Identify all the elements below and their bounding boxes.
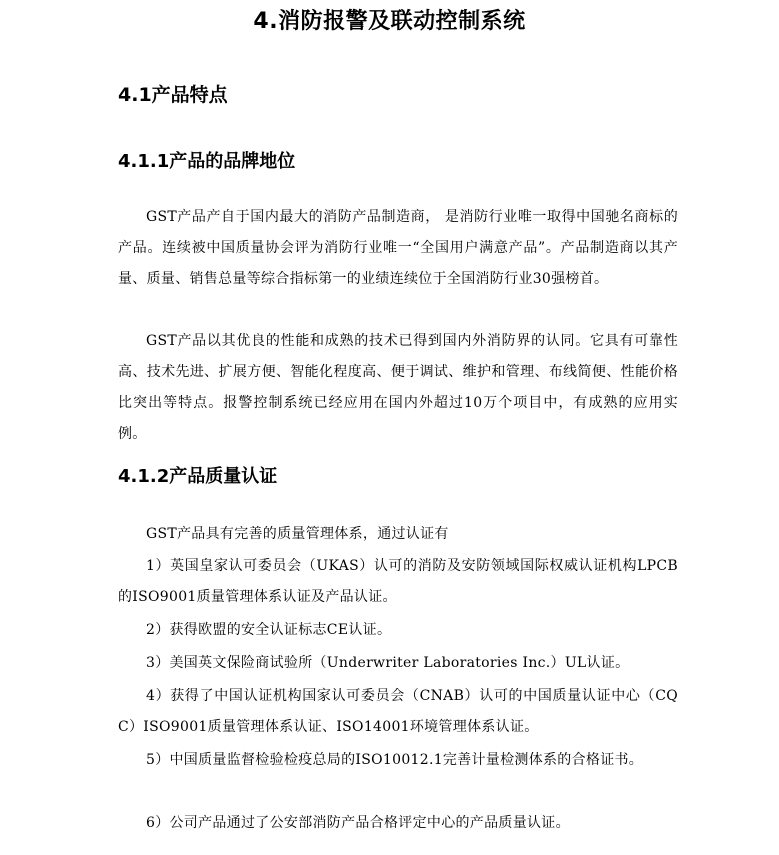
list-item-cert-6: 6）公司产品通过了公安部消防产品合格评定中心的产品质量认证。 xyxy=(146,815,570,831)
list-item-cert-3: 3）美国英文保险商试验所（Underwriter Laboratories Inc.）UL认证。 xyxy=(146,655,630,671)
paragraph-brand-1: GST产品产自于国内最大的消防产品制造商， 是消防行业唯一取得中国驰名商标的产品。连续被中国质量协会评为消防行业唯一“全国用户满意产品”。产品制造商以其产量、质量、销售总量等综合指标第一的业绩连续位于全国消防行业30强榜首。 xyxy=(118,209,678,287)
list-item-cert-4: 4）获得了中国认证机构国家认可委员会（CNAB）认可的中国质量认证中心（CQC）ISO9001质量管理体系认证、ISO14001环境管理体系认证。 xyxy=(118,688,678,735)
paragraph-certification-intro: GST产品具有完善的质量管理体系，通过认证有 xyxy=(146,526,449,542)
section-heading: 4.1产品特点 xyxy=(118,84,228,106)
subsection-heading-certification: 4.1.2产品质量认证 xyxy=(118,466,278,487)
document-title: 4.消防报警及联动控制系统 xyxy=(253,9,526,34)
list-item-cert-2: 2）获得欧盟的安全认证标志CE认证。 xyxy=(146,622,392,638)
list-item-cert-5: 5）中国质量监督检验检疫总局的ISO10012.1完善计量检测体系的合格证书。 xyxy=(146,752,644,768)
subsection-heading-brand: 4.1.1产品的品牌地位 xyxy=(118,151,296,172)
list-item-cert-1: 1）英国皇家认可委员会（UKAS）认可的消防及安防领域国际权威认证机构LPCB的ISO9001质量管理体系认证及产品认证。 xyxy=(118,558,678,605)
paragraph-brand-2: GST产品以其优良的性能和成熟的技术已得到国内外消防界的认同。它具有可靠性高、技术先进、扩展方便、智能化程度高、便于调试、维护和管理、布线简便、性能价格比突出等特点。报警控制系统已经应用在国内外超过10万个项目中，有成熟的应用实例。 xyxy=(118,333,678,442)
